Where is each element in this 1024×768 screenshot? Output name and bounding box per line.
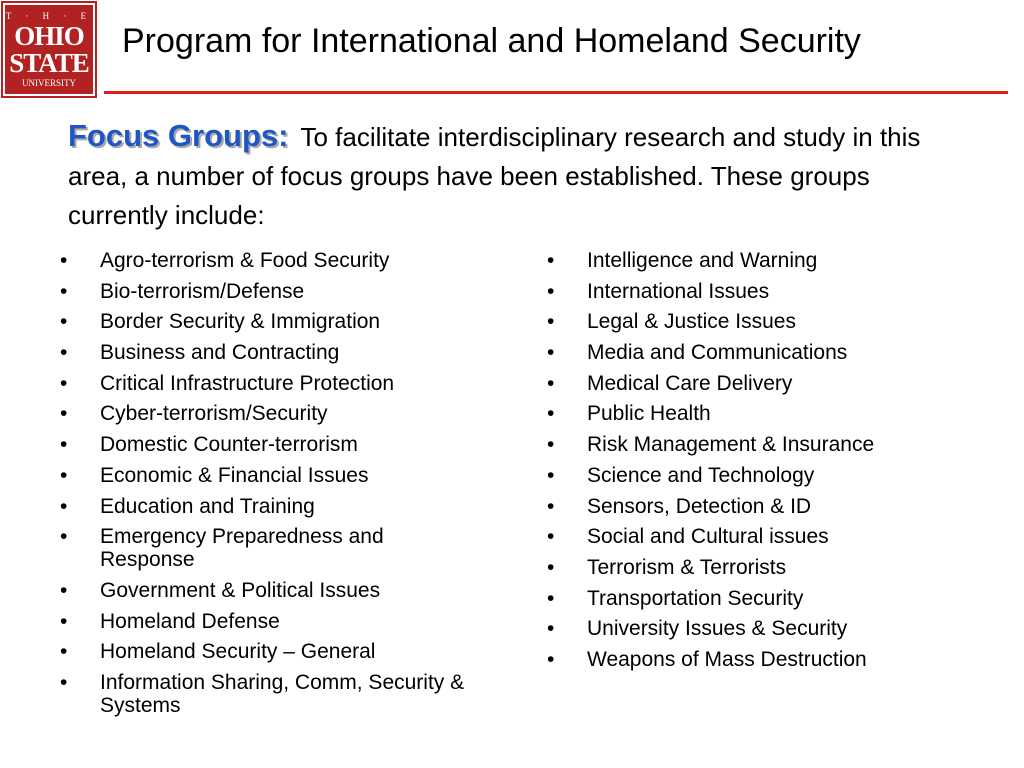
list-item: • Media and Communications xyxy=(547,341,977,364)
logo-state: STATE xyxy=(9,47,89,78)
list-item: • International Issues xyxy=(547,280,977,303)
intro-paragraph xyxy=(68,116,968,235)
list-item: • Emergency Preparedness and Response xyxy=(60,525,470,571)
list-item: • Public Health xyxy=(547,402,977,425)
list-item: • Social and Cultural issues xyxy=(547,525,977,548)
list-item: • Homeland Security – General xyxy=(60,640,470,663)
list-item: • University Issues & Security xyxy=(547,617,977,640)
list-item: • Agro-terrorism & Food Security xyxy=(60,249,470,272)
focus-group-list-right xyxy=(547,249,977,679)
page-title: Program for International and Homeland Security xyxy=(122,22,861,60)
logo-the: T · H · E xyxy=(5,10,93,21)
logo-university: UNIVERSITY xyxy=(22,77,76,88)
title-divider xyxy=(104,91,1008,94)
list-item: • Economic & Financial Issues xyxy=(60,464,470,487)
list-item: • Bio-terrorism/Defense xyxy=(60,280,470,303)
list-item: • Medical Care Delivery xyxy=(547,372,977,395)
list-item: • Domestic Counter-terrorism xyxy=(60,433,470,456)
list-item: • Terrorism & Terrorists xyxy=(547,556,977,579)
list-item: • Sensors, Detection & ID xyxy=(547,495,977,518)
intro-text: To facilitate interdisciplinary research and study in this area, a number of focus groups have been established. These groups currently include: xyxy=(68,122,921,230)
focus-group-list-left xyxy=(60,249,470,725)
list-item: • Homeland Defense xyxy=(60,610,470,633)
focus-groups-heading: Focus Groups: xyxy=(68,118,289,153)
list-item: • Intelligence and Warning xyxy=(547,249,977,272)
list-item: • Government & Political Issues xyxy=(60,579,470,602)
list-item: • Information Sharing, Comm, Security & Systems xyxy=(60,671,470,717)
list-item: • Weapons of Mass Destruction xyxy=(547,648,977,671)
list-item: • Risk Management & Insurance xyxy=(547,433,977,456)
list-item: • Legal & Justice Issues xyxy=(547,310,977,333)
ohio-state-logo xyxy=(3,3,95,96)
list-item: • Cyber-terrorism/Security xyxy=(60,402,470,425)
list-item: • Critical Infrastructure Protection xyxy=(60,372,470,395)
list-item: • Business and Contracting xyxy=(60,341,470,364)
list-item: • Transportation Security xyxy=(547,587,977,610)
logo-ohio: OHIO xyxy=(14,20,84,51)
list-item: • Border Security & Immigration xyxy=(60,310,470,333)
list-item: • Science and Technology xyxy=(547,464,977,487)
list-item: • Education and Training xyxy=(60,495,470,518)
